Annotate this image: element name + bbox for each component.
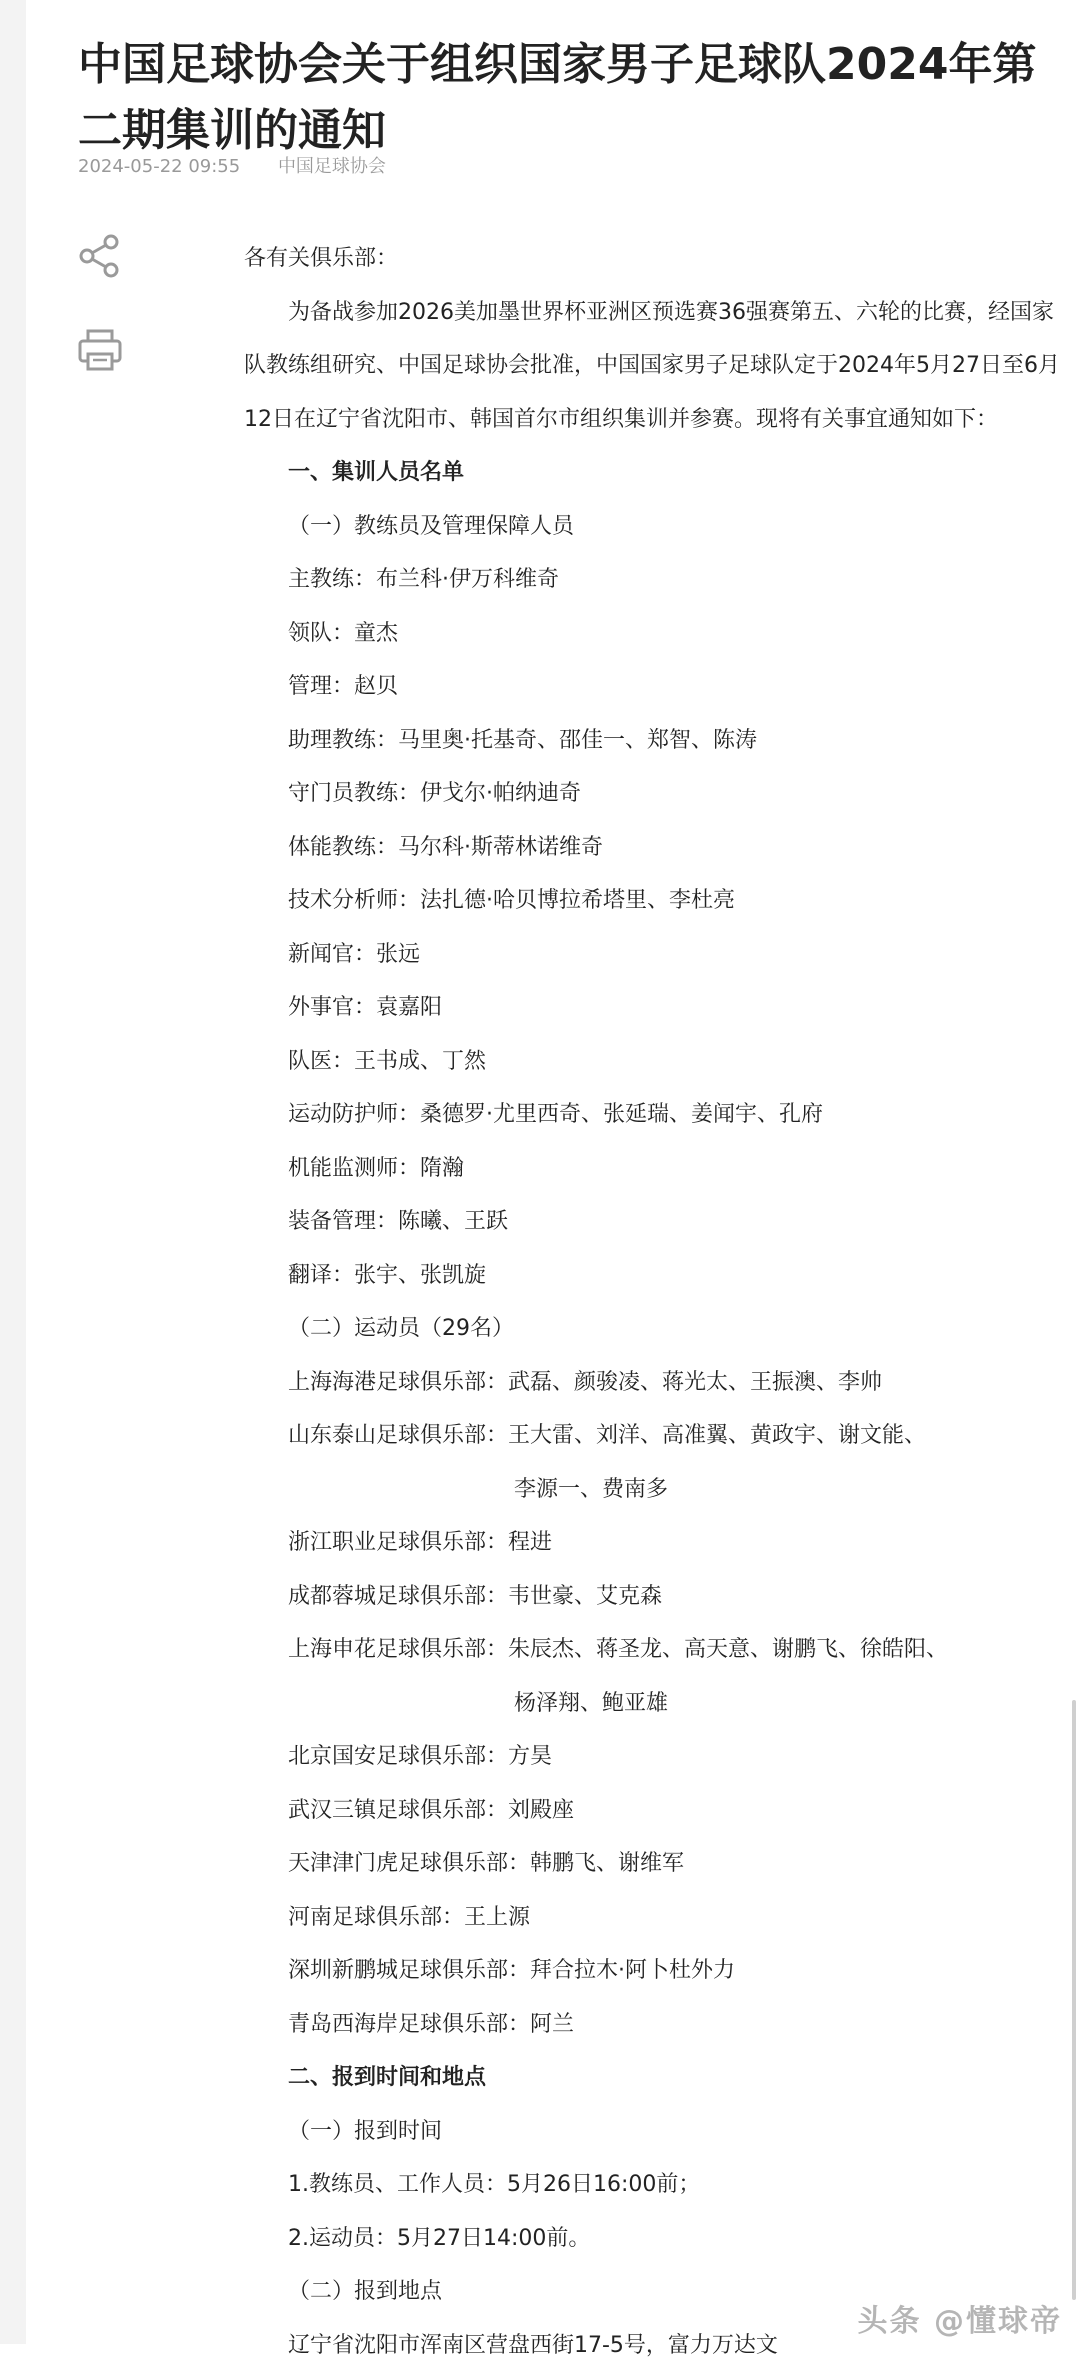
share-icon (77, 233, 123, 279)
article-body (244, 232, 1074, 2372)
staff-item: 装备管理：陈曦、王跃 (244, 1195, 1074, 1249)
address-line: 辽宁省沈阳市浑南区营盘西街17-5号，富力万达文 (244, 2319, 1074, 2372)
staff-item: 队医：王书成、丁然 (244, 1035, 1074, 1089)
report-item: 1.教练员、工作人员：5月26日16:00前； (244, 2158, 1074, 2212)
watermark: 头条 @懂球帝 (858, 2296, 1062, 2340)
staff-item: 机能监测师：隋瀚 (244, 1142, 1074, 1196)
player-item: 青岛西海岸足球俱乐部：阿兰 (244, 1998, 1074, 2052)
player-item: 深圳新鹏城足球俱乐部：拜合拉木·阿卜杜外力 (244, 1944, 1074, 1998)
staff-item: 主教练：布兰科·伊万科维奇 (244, 553, 1074, 607)
player-item: 武汉三镇足球俱乐部：刘殿座 (244, 1784, 1074, 1838)
player-item: 上海申花足球俱乐部：朱辰杰、蒋圣龙、高天意、谢鹏飞、徐皓阳、 (244, 1623, 1074, 1677)
subsection-heading: （二）运动员（29名） (244, 1302, 1074, 1356)
intro-line: 队教练组研究、中国足球协会批准，中国国家男子足球队定于2024年5月27日至6月 (244, 339, 1074, 393)
article-title: 中国足球协会关于组织国家男子足球队2024年第二期集训的通知 (78, 32, 1068, 164)
staff-item: 体能教练：马尔科·斯蒂林诺维奇 (244, 821, 1074, 875)
scrollbar[interactable] (1072, 1700, 1076, 2300)
report-item: 2.运动员：5月27日14:00前。 (244, 2212, 1074, 2266)
staff-item: 运动防护师：桑德罗·尤里西奇、张延瑞、姜闻宇、孔府 (244, 1088, 1074, 1142)
section-heading: 一、集训人员名单 (244, 446, 1074, 500)
player-item-continued: 杨泽翔、鲍亚雄 (244, 1677, 1074, 1731)
player-item: 浙江职业足球俱乐部：程进 (244, 1516, 1074, 1570)
subsection-heading: （二）报到地点 (244, 2265, 1074, 2319)
player-item: 河南足球俱乐部：王上源 (244, 1891, 1074, 1945)
player-item: 北京国安足球俱乐部：方昊 (244, 1730, 1074, 1784)
staff-item: 技术分析师：法扎德·哈贝博拉希塔里、李杜亮 (244, 874, 1074, 928)
print-button[interactable] (70, 320, 130, 380)
article-source[interactable]: 中国足球协会 (278, 156, 386, 177)
publish-date: 2024-05-22 09:55 (78, 156, 240, 177)
intro-line: 12日在辽宁省沈阳市、韩国首尔市组织集训并参赛。现将有关事宜通知如下： (244, 393, 1074, 447)
staff-item: 领队：童杰 (244, 607, 1074, 661)
subsection-heading: （一）教练员及管理保障人员 (244, 500, 1074, 554)
intro-line: 为备战参加2026美加墨世界杯亚洲区预选赛36强赛第五、六轮的比赛，经国家 (244, 286, 1074, 340)
staff-item: 管理：赵贝 (244, 660, 1074, 714)
player-item: 成都蓉城足球俱乐部：韦世豪、艾克森 (244, 1570, 1074, 1624)
player-item: 天津津门虎足球俱乐部：韩鹏飞、谢维军 (244, 1837, 1074, 1891)
section-heading: 二、报到时间和地点 (244, 2051, 1074, 2105)
staff-item: 守门员教练：伊戈尔·帕纳迪奇 (244, 767, 1074, 821)
salutation: 各有关俱乐部： (244, 232, 1074, 286)
subsection-heading: （一）报到时间 (244, 2105, 1074, 2159)
player-item: 上海海港足球俱乐部：武磊、颜骏凌、蒋光太、王振澳、李帅 (244, 1356, 1074, 1410)
staff-item: 新闻官：张远 (244, 928, 1074, 982)
left-gutter (0, 0, 26, 2344)
staff-item: 翻译：张宇、张凯旋 (244, 1249, 1074, 1303)
article-meta (78, 152, 386, 178)
player-item-continued: 李源一、费南多 (244, 1463, 1074, 1517)
staff-item: 助理教练：马里奥·托基奇、邵佳一、郑智、陈涛 (244, 714, 1074, 768)
print-icon (76, 327, 124, 373)
staff-item: 外事官：袁嘉阳 (244, 981, 1074, 1035)
player-item: 山东泰山足球俱乐部：王大雷、刘洋、高准翼、黄政宇、谢文能、 (244, 1409, 1074, 1463)
share-button[interactable] (70, 226, 130, 286)
